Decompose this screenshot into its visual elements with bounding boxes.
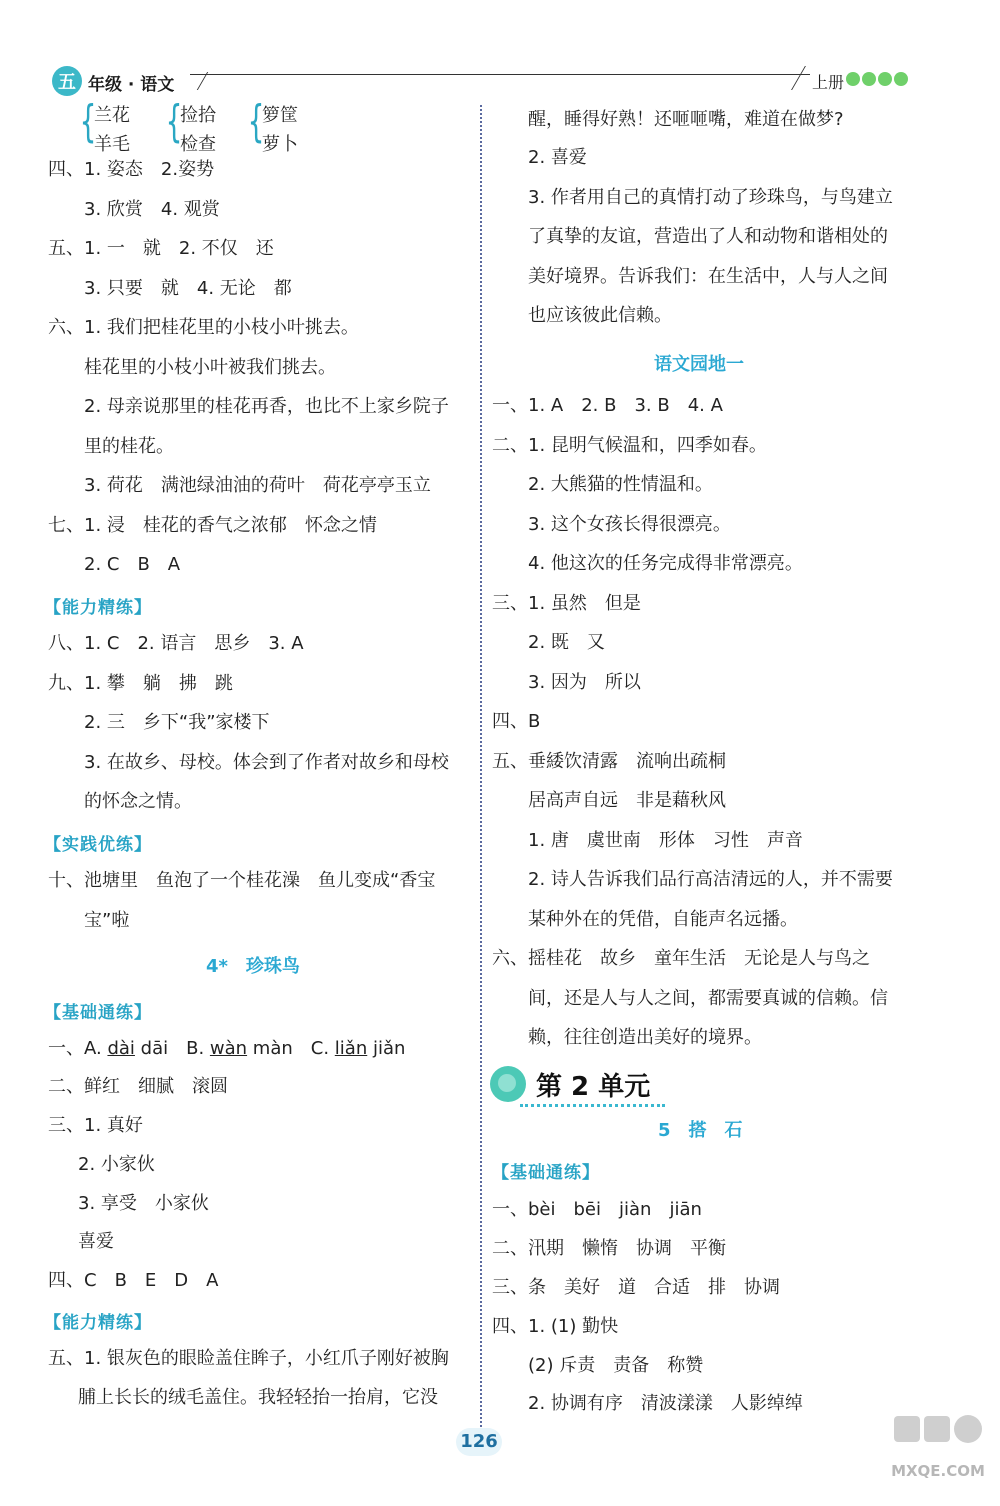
answer-line: 醒，睡得好熟！还咂咂嘴，难道在做梦? (528, 109, 844, 130)
answer-line: 三、1. 虽然 但是 (492, 593, 641, 614)
answer-line: 四、C B E D A (48, 1270, 219, 1291)
answer-line: 间，还是人与人之间，都需要真诚的信赖。信 (528, 988, 888, 1009)
answer-line: 五、垂緌饮清露 流响出疏桐 (492, 751, 726, 772)
pinyin-underlined: dài (107, 1038, 135, 1059)
answer-line: 八、1. C 2. 语言 思乡 3. A (48, 633, 304, 654)
answer-line: 的怀念之情。 (84, 791, 192, 812)
answer-line: 桂花里的小枝小叶被我们挑去。 (84, 357, 336, 378)
text-span: dāi B. (134, 1038, 210, 1059)
text-span: màn C. (247, 1038, 335, 1059)
text-span: 一、A. (48, 1038, 108, 1059)
brace-word: 萝卜 (262, 134, 298, 155)
column-divider (480, 105, 482, 1435)
section-tag: 【基础通练】 (492, 1163, 600, 1183)
answer-line: 某种外在的凭借，自能声名远播。 (528, 909, 798, 930)
answer-line: 赖，往往创造出美好的境界。 (528, 1027, 762, 1048)
brace-icon: { (165, 96, 183, 147)
answer-line: 二、1. 昆明气候温和，四季如春。 (492, 435, 767, 456)
header-volume: 上册 (812, 73, 845, 92)
answer-line: 3. 因为 所以 (528, 672, 641, 693)
answer-line: 3. 欣赏 4. 观赏 (84, 199, 220, 220)
answer-line: 居高声自远 非是藉秋风 (528, 790, 726, 811)
lesson-title: 5 搭 石 (658, 1120, 743, 1141)
brace-word: 箩筐 (262, 105, 298, 126)
answer-line: 了真挚的友谊，营造出了人和动物和谐相处的 (528, 226, 888, 247)
grade-badge: 五 (52, 66, 82, 96)
answer-line: 2. 协调有序 清波漾漾 人影绰绰 (528, 1393, 803, 1414)
unit-title: 第 2 单元 (536, 1072, 651, 1102)
answer-line: 三、1. 真好 (48, 1115, 143, 1136)
brace-word: 捡拾 (180, 105, 216, 126)
brace-word: 检查 (180, 134, 216, 155)
brace-word: 羊毛 (94, 134, 130, 155)
answer-line: 3. 只要 就 4. 无论 都 (84, 278, 292, 299)
section-tag: 【能力精练】 (44, 1313, 152, 1333)
text-span: jiǎn (367, 1038, 406, 1059)
answer-line: 五、1. 银灰色的眼睑盖住眸子，小红爪子刚好被胸 (48, 1348, 449, 1369)
answer-line: 2. 三 乡下“我”家楼下 (84, 712, 270, 733)
unit-underline-decoration (520, 1104, 665, 1107)
answer-line: 一、bèi bēi jiàn jiān (492, 1199, 702, 1220)
header-rule (190, 74, 810, 75)
answer-line: 四、1. 姿态 2.姿势 (48, 159, 215, 180)
section-tag: 【实践优练】 (44, 835, 152, 855)
answer-line: 2. 既 又 (528, 632, 605, 653)
answer-line: 四、1. (1) 勤快 (492, 1316, 619, 1337)
lesson-title: 4* 珍珠鸟 (206, 956, 300, 977)
answer-line: 六、1. 我们把桂花里的小枝小叶挑去。 (48, 317, 359, 338)
answer-line: 脯上长长的绒毛盖住。我轻轻抬一抬肩，它没 (78, 1387, 438, 1408)
answer-line: 2. C B A (84, 554, 181, 575)
watermark-text: MXQE.COM (891, 1462, 985, 1480)
watermark-logo-icon (888, 1398, 988, 1498)
header-dots-decoration (846, 72, 908, 86)
unit-badge-icon (490, 1066, 526, 1102)
answer-line: 喜爱 (78, 1231, 114, 1252)
answer-line: 2. 诗人告诉我们品行高洁清远的人，并不需要 (528, 869, 893, 890)
answer-line: 也应该彼此信赖。 (528, 305, 672, 326)
answer-line: 五、1. 一 就 2. 不仅 还 (48, 238, 274, 259)
answer-line: 二、汛期 懒惰 协调 平衡 (492, 1238, 726, 1259)
pinyin-underlined: liǎn (334, 1038, 368, 1059)
answer-line: 七、1. 浸 桂花的香气之浓郁 怀念之情 (48, 515, 377, 536)
answer-line: 2. 母亲说那里的桂花再香，也比不上家乡院子 (84, 396, 449, 417)
answer-line: 宝”啦 (84, 910, 130, 931)
answer-line: 2. 喜爱 (528, 147, 587, 168)
answer-line: 1. 唐 虞世南 形体 习性 声音 (528, 830, 803, 851)
answer-line: 美好境界。告诉我们：在生活中，人与人之间 (528, 266, 888, 287)
brace-icon: { (79, 96, 97, 147)
answer-line: 三、条 美好 道 合适 排 协调 (492, 1277, 780, 1298)
section-tag: 【能力精练】 (44, 598, 152, 618)
answer-line: 3. 作者用自己的真情打动了珍珠鸟，与鸟建立 (528, 187, 893, 208)
header-subject: 年级 · 语文 (88, 75, 175, 95)
page-number: 126 (456, 1428, 502, 1456)
section-title: 语文园地一 (654, 354, 744, 375)
answer-line: 九、1. 攀 躺 拂 跳 (48, 673, 233, 694)
answer-line: 一、1. A 2. B 3. B 4. A (492, 395, 723, 416)
answer-line: 4. 他这次的任务完成得非常漂亮。 (528, 553, 803, 574)
answer-line: 3. 这个女孩长得很漂亮。 (528, 514, 731, 535)
pinyin-underlined: wàn (209, 1038, 248, 1059)
answer-line (48, 1037, 405, 1061)
answer-line: 六、摇桂花 故乡 童年生活 无论是人与鸟之 (492, 948, 870, 969)
answer-line: 2. 大熊猫的性情温和。 (528, 474, 713, 495)
answer-line: 四、B (492, 711, 541, 732)
answer-line: 二、鲜红 细腻 滚圆 (48, 1076, 228, 1097)
brace-word: 兰花 (94, 105, 130, 126)
answer-line: 3. 在故乡、母校。体会到了作者对故乡和母校 (84, 752, 449, 773)
answer-line: 2. 小家伙 (78, 1154, 155, 1175)
answer-line: 十、池塘里 鱼泡了一个桂花澡 鱼儿变成“香宝 (48, 870, 436, 891)
answer-line: 里的桂花。 (84, 436, 174, 457)
brace-icon: { (247, 96, 265, 147)
section-tag: 【基础通练】 (44, 1003, 152, 1023)
answer-line: (2) 斥责 责备 称赞 (528, 1355, 704, 1376)
answer-line: 3. 荷花 满池绿油油的荷叶 荷花亭亭玉立 (84, 475, 431, 496)
answer-line: 3. 享受 小家伙 (78, 1193, 209, 1214)
